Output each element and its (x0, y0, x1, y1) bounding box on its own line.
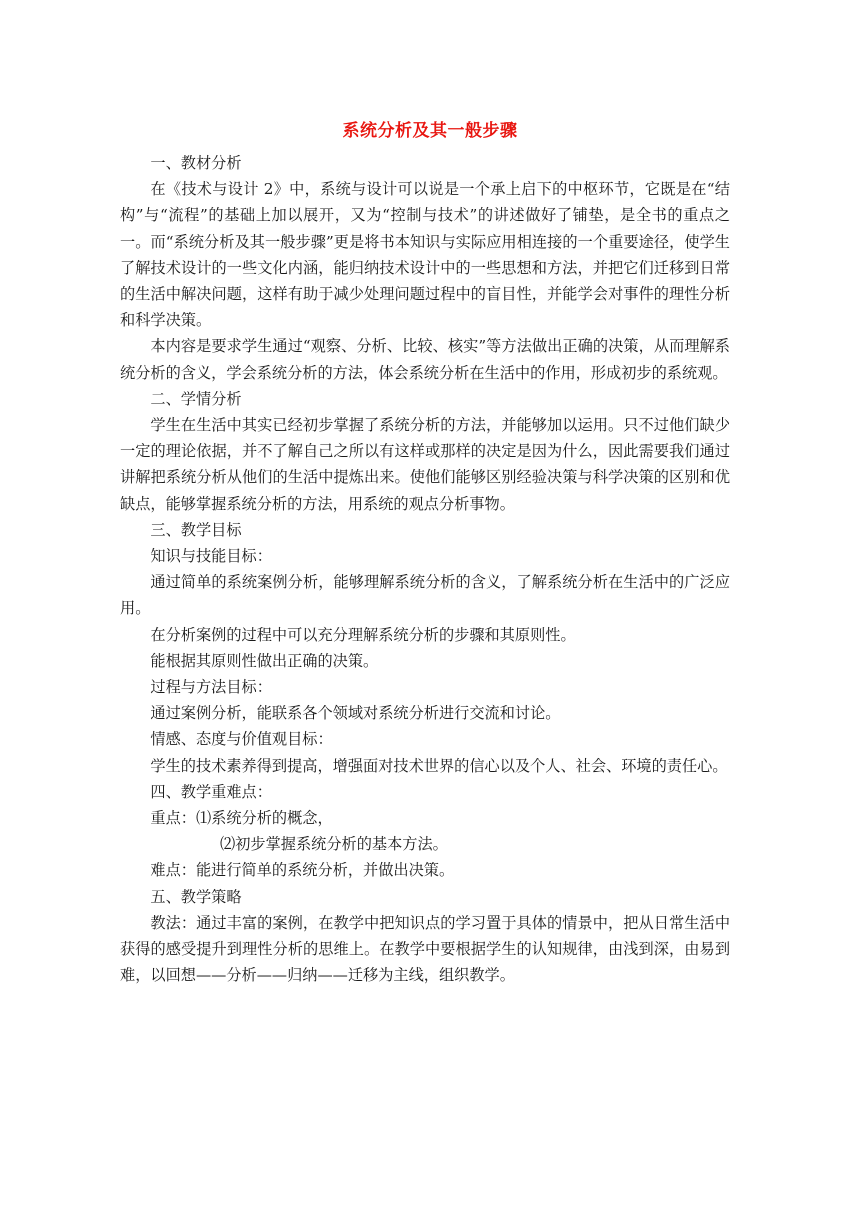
paragraph: 本内容是要求学生通过“观察、分析、比较、核实”等方法做出正确的决策，从而理解系统分析的含义，学会系统分析的方法，体会系统分析在生活中的作用，形成初步的系统观。 (120, 337, 730, 382)
key-point-line: 重点：⑴系统分析的概念， (150, 809, 333, 828)
document-title: 系统分析及其一般步骤 (342, 121, 518, 141)
paragraph: 通过简单的系统案例分析，能够理解系统分析的含义，了解系统分析在生活中的广泛应用。 (120, 573, 730, 618)
paragraph: 学生的技术素养得到提高，增强面对技术世界的信心以及个人、社会、环境的责任心。 (150, 756, 728, 775)
difficult-point-line: 难点：能进行简单的系统分析，并做出决策。 (150, 861, 455, 880)
section-heading: 三、教学目标 (150, 520, 242, 539)
subheading: 情感、态度与价值观目标： (150, 730, 333, 749)
document-body (120, 150, 730, 989)
paragraph: 通过案例分析，能联系各个领域对系统分析进行交流和讨论。 (150, 704, 561, 723)
section-heading: 一、教材分析 (150, 154, 242, 172)
paragraph: 在《技术与设计 2》中，系统与设计可以说是一个承上启下的中枢环节，它既是在“结构”与“流程”的基础上加以展开，又为“控制与技术”的讲述做好了铺垫，是全书的重点之一。而“系统分析及其一般步骤”更是将书本知识与实际应用相连接的一个重要途径，使学生了解技术设计的一些文化内涵，能归纳技术设计中的一些思想和方法，并把它们迁移到日常的生活中解决问题，这样有助于减少处理问题过程中的盲目性，并能学会对事件的理性分析和科学决策。 (120, 180, 730, 330)
section-heading: 五、教学策略 (150, 887, 242, 906)
paragraph: 在分析案例的过程中可以充分理解系统分析的步骤和其原则性。 (150, 625, 576, 644)
section-heading: 四、教学重难点： (150, 782, 272, 801)
paragraph: 学生在生活中其实已经初步掌握了系统分析的方法，并能够加以运用。只不过他们缺少一定的理论依据，并不了解自己之所以有这样或那样的决定是因为什么，因此需要我们通过讲解把系统分析从他们的生活中提炼出来。使他们能够区别经验决策与科学决策的区别和优缺点，能够掌握系统分析的方法，用系统的观点分析事物。 (120, 416, 730, 513)
section-heading: 二、学情分析 (150, 389, 242, 408)
subheading: 过程与方法目标： (150, 678, 272, 697)
paragraph: 能根据其原则性做出正确的决策。 (150, 651, 379, 670)
subheading: 知识与技能目标： (150, 547, 272, 566)
key-point-line: ⑵初步掌握系统分析的基本方法。 (220, 835, 448, 854)
paragraph: 教法：通过丰富的案例，在教学中把知识点的学习置于具体的情景中，把从日常生活中获得的感受提升到理性分析的思维上。在教学中要根据学生的认知规律，由浅到深，由易到难，以回想——分析——归纳——迁移为主线，组织教学。 (120, 913, 730, 985)
